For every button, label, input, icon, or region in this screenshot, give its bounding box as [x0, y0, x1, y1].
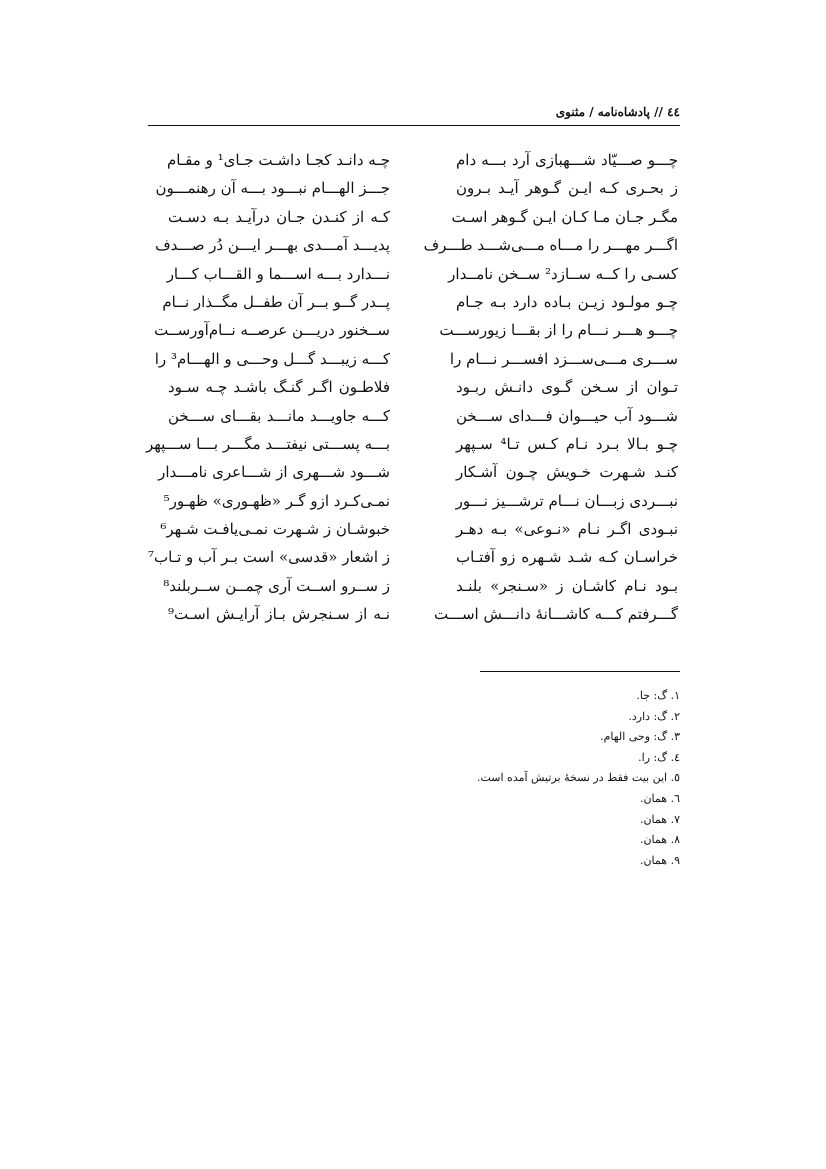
verse-column-left [145, 146, 390, 629]
footnote: ٩. همان. [639, 853, 680, 867]
verse-hemistich-left: ز اشعار «قدسی» است بـر آب و تـاب⁷ [148, 548, 390, 567]
verse-hemistich-left: پــدر گــو بــر آن طفــل مگــذار نــام [162, 292, 390, 311]
verse-hemistich-left: ز ســرو اســت آری چمــن ســربلند⁸ [163, 576, 390, 595]
verse-hemistich-right: نبـــردی زبـــان نـــام ترشـــیز نـــور [455, 491, 678, 510]
verse-hemistich-right: گـــرفتم کـــه کاشـــانهٔ دانـــش اســـت [434, 605, 678, 624]
footnote: ٥. این بیت فقط در نسخهٔ برتیش آمده است. [476, 771, 680, 785]
footnotes [240, 686, 680, 871]
verse-hemistich-right: تـوان از سـخن گـوی دانـش ربـود [456, 378, 678, 397]
verse-hemistich-left: نـــدارد بـــه اســـما و القـــاب کـــار [166, 264, 390, 283]
verse-hemistich-right: کسـی را کــه ســازد² ســخن نامــدار [448, 264, 678, 283]
verse-hemistich-right: خراسـان کـه شـد شـهره زو آفتـاب [456, 548, 678, 567]
verse-hemistich-left: پدیـــد آمـــدی بهـــر ایـــن دُر صـــدف [155, 236, 390, 255]
verse-hemistich-left: جـــز الهـــام نبـــود بـــه آن رهنمـــون [155, 179, 390, 198]
verse-hemistich-right: چـــو هـــر نـــام را از بقـــا زیورســـت [439, 321, 678, 340]
verse-hemistich-right: چـو بـالا بـرد نـام کـس تـا⁴ سـپهر [456, 434, 678, 453]
footnote-rule [480, 671, 680, 672]
verse-hemistich-left: ســخنور دریـــن عرصــه نــام‌آورســت [154, 321, 390, 340]
footnote: ٧. همان. [639, 812, 680, 826]
verse-hemistich-right: شـــود آب حیـــوان فـــدای ســـخن [456, 406, 678, 425]
verse-hemistich-left: کـه از کنـدن جـان درآیـد بـه دسـت [168, 207, 390, 226]
verse-hemistich-left: خبوشـان ز شـهرت نمـی‌یافـت شـهر⁶ [160, 520, 390, 539]
verse-hemistich-left: نـه از سـنجرش بـاز آرایـش اسـت⁹ [168, 605, 390, 624]
verse-hemistich-right: مگـر جـان مـا کـان ایـن گـوهر اسـت [451, 207, 678, 226]
verse-hemistich-right: اگـــر مهـــر را مـــاه مـــی‌شـــد طـــرف [423, 236, 678, 255]
running-head: ٤٤ // پادشاه‌نامه / مثنوی [555, 105, 680, 119]
verse-hemistich-right: بـود نـام کاشـان ز «سـنجر» بلنـد [456, 576, 678, 595]
verse-column-right [423, 146, 678, 629]
verse-hemistich-right: کنـد شـهرت خـویش چـون آشـکار [456, 463, 678, 482]
verse-hemistich-left: فلاطـون اگـر گنـگ باشـد چـه سـود [168, 378, 390, 397]
verse-hemistich-left: شـــود شـــهری از شـــاعری نامـــدار [158, 463, 390, 482]
verse-hemistich-right: چـو مولـود زیـن بـاده دارد بـه جـام [456, 292, 678, 311]
footnote: ٢. گ: دارد. [628, 709, 680, 723]
verse-hemistich-left: چـه دانـد کجـا داشـت جـای¹ و مقـام [166, 151, 390, 169]
verse-hemistich-right: ســـری مـــی‌ســـزد افســـر نـــام را [449, 349, 678, 368]
footnote: ١. گ: جا. [636, 689, 680, 702]
verse-hemistich-left: کـــه زیبـــد گـــل وحـــی و الهـــام³ را [154, 349, 390, 368]
footnote: ٨. همان. [639, 833, 680, 847]
footnote: ٣. گ: وحی الهام. [600, 730, 680, 744]
footnote: ٦. همان. [639, 791, 680, 805]
verse-hemistich-right: چـــو صـــیّاد شـــهبازی آرد بـــه دام [456, 151, 678, 169]
verse-hemistich-left: بـــه پســـتی نیفتـــد مگـــر بـــا ســـپهر [145, 434, 390, 453]
verse-hemistich-left: نمـی‌کـرد ازو گـر «ظهـوری» ظهـور⁵ [163, 491, 390, 510]
verse-hemistich-left: کـــه جاویـــد مانـــد بقـــای ســـخن [168, 406, 390, 425]
page-header [148, 103, 680, 126]
verse-hemistich-right: نبـودی اگـر نـام «نـوعی» بـه دهـر [456, 520, 678, 539]
footnote: ٤. گ: را. [638, 750, 680, 764]
poem-body [145, 146, 678, 646]
verse-hemistich-right: ز بحـری کـه ایـن گـوهر آیـد بـرون [456, 179, 678, 198]
